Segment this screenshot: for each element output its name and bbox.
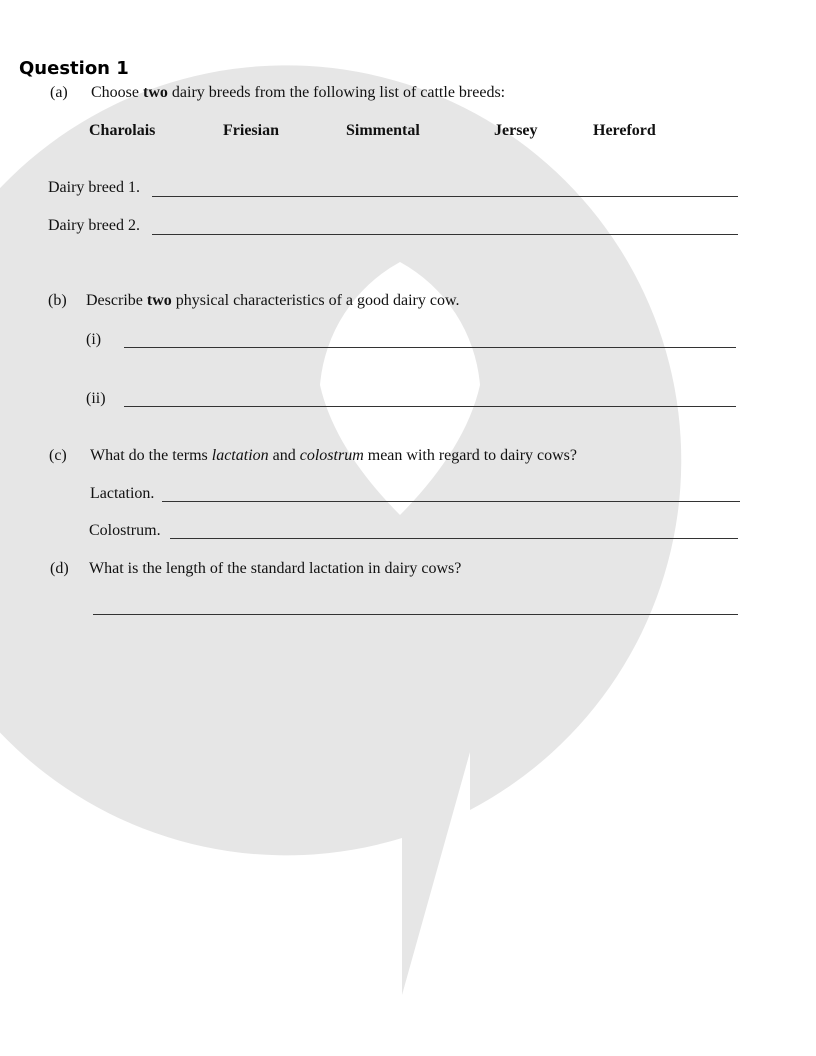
part-d-label: (d) (50, 560, 69, 577)
part-a-prompt-bold: two (143, 84, 168, 101)
part-b-item-2-answer-line[interactable] (124, 406, 736, 407)
part-b-prompt (86, 292, 460, 310)
colostrum-answer-line[interactable] (170, 538, 738, 539)
breed-option-hereford: Hereford (593, 122, 656, 139)
dairy-breed-1-answer-line[interactable] (152, 196, 738, 197)
dairy-breed-2-label: Dairy breed 2. (48, 217, 140, 234)
part-b-prompt-bold: two (146, 292, 172, 309)
part-a-prompt-post: dairy breeds from the following list of cattle breeds: (167, 84, 506, 101)
part-a-label: (a) (50, 84, 68, 101)
colostrum-label: Colostrum. (89, 522, 161, 539)
part-d-prompt: What is the length of the standard lactation in dairy cows? (89, 560, 462, 577)
dairy-breed-2-answer-line[interactable] (152, 234, 738, 235)
part-b-prompt-post: physical characteristics of a good dairy cow. (171, 292, 460, 309)
part-b-item-2-label: (ii) (86, 390, 106, 407)
part-c-prompt-pre: What do the terms (90, 447, 212, 464)
part-c-term-colostrum: colostrum (299, 447, 364, 464)
part-b-prompt-pre: Describe (86, 292, 147, 309)
breed-option-jersey: Jersey (494, 122, 538, 139)
breed-option-friesian: Friesian (223, 122, 279, 139)
part-a-prompt (91, 84, 505, 102)
question-title: Question 1 (19, 58, 129, 79)
part-b-label: (b) (48, 292, 67, 309)
part-c-prompt-post: mean with regard to dairy cows? (363, 447, 578, 464)
lactation-answer-line[interactable] (162, 501, 740, 502)
part-d-answer-line[interactable] (93, 614, 738, 615)
part-c-prompt (90, 447, 577, 465)
part-a-prompt-pre: Choose (91, 84, 143, 101)
dairy-breed-1-label: Dairy breed 1. (48, 179, 140, 196)
part-b-item-1-label: (i) (86, 331, 102, 348)
breed-option-simmental: Simmental (346, 122, 420, 139)
part-b-item-1-answer-line[interactable] (124, 347, 736, 348)
breed-option-charolais: Charolais (89, 122, 156, 139)
part-c-prompt-mid: and (268, 447, 300, 464)
part-c-label: (c) (49, 447, 67, 464)
lactation-label: Lactation. (90, 485, 155, 502)
part-c-term-lactation: lactation (211, 447, 269, 464)
